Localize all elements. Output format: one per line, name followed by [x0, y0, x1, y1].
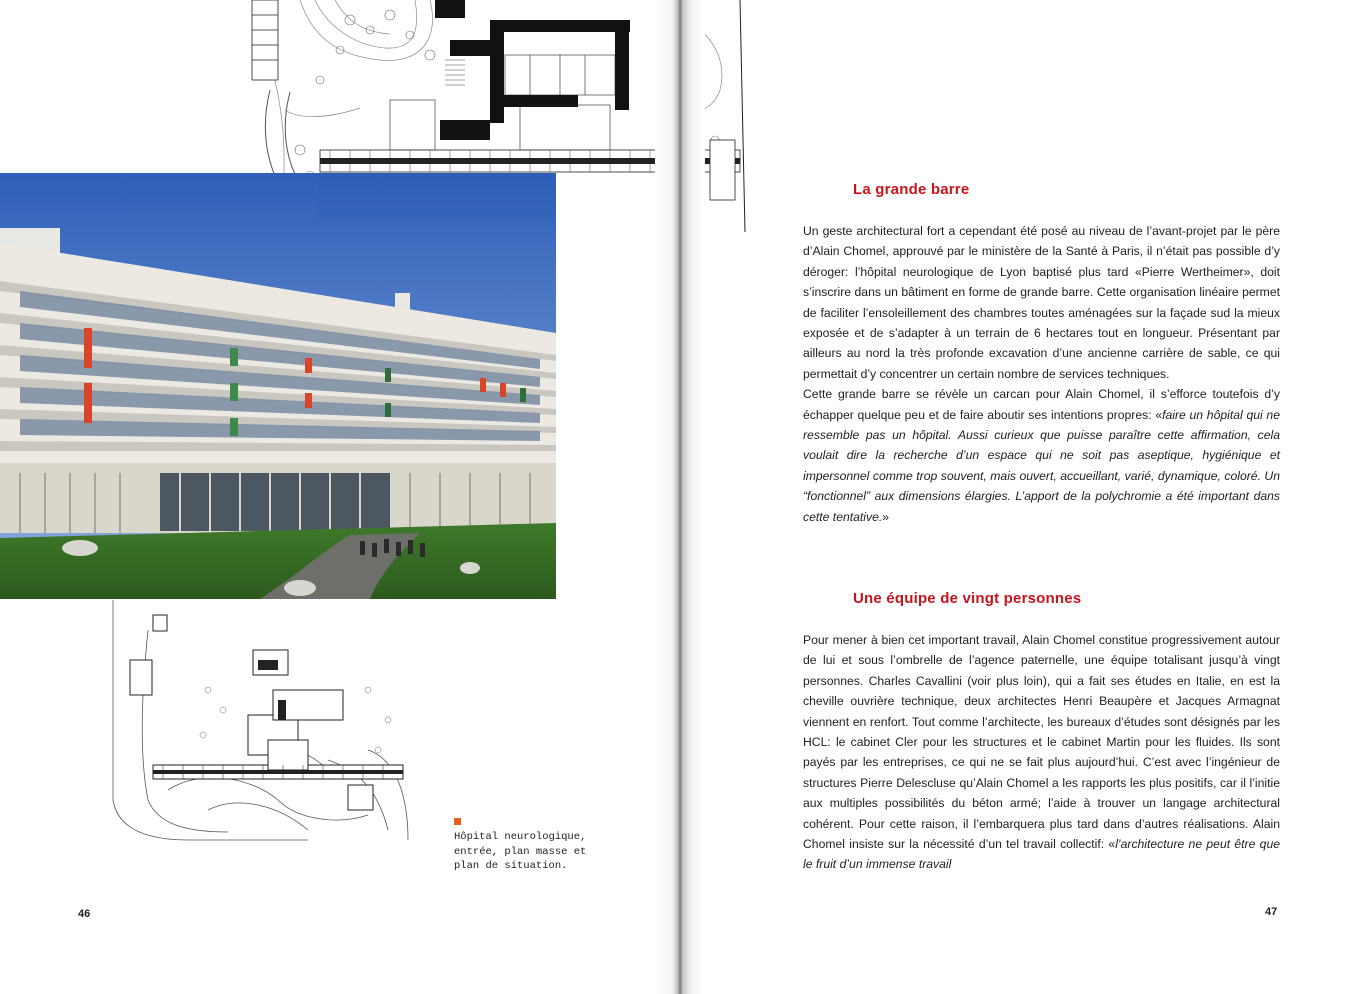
quote-text: l’architecture ne peut être que le fruit d’un immense travail [803, 837, 1281, 872]
book-gutter [655, 0, 705, 994]
paragraph-with-quote [803, 384, 1280, 527]
hospital-photo [0, 173, 556, 599]
paragraph-with-quote [803, 630, 1280, 875]
page-number-left: 46 [78, 908, 91, 920]
section-heading-equipe: Une équipe de vingt personnes [853, 590, 1082, 607]
paragraph-text: Cette grande barre se révèle un carcan pour Alain Chomel, il s’efforce toutefois d’y échapper quelque peu et de faire aboutir ses intentions propres: « [803, 387, 1280, 422]
section-heading-grande-barre: La grande barre [853, 181, 970, 198]
page-number-right: 47 [1265, 906, 1278, 918]
section-body-grande-barre [803, 221, 1280, 527]
quote-close: » [882, 509, 890, 524]
quote-text: faire un hôpital qui ne ressemble pas un hôpital. Aussi curieux que puisse paraître cette affirmation, cela voulait dire la recherche d’un espace qui ne soit pas aseptique, hygiénique et impersonnel comme trop souvent, mais ouvert, accueillant, varié, dynamique, coloré. Un “fonctionnel” aux dimensions élargies. L’apport de la polychromie a été important dans cette tentative. [803, 407, 1280, 524]
caption-marker-square [454, 818, 461, 825]
section-body-equipe [803, 630, 1280, 875]
caption-line-1: Hôpital neurologique, [454, 831, 587, 843]
paragraph-text: Pour mener à bien cet important travail, Alain Chomel constitue progressivement autour de lui et sous l’ombrelle de l’agence paternelle, une équipe totalisant jusqu’à vingt personnes. Charles Cavallini (voir plus loin), qui a fait ses études en Italie, en est la cheville ouvrière technique, deux architectes Henri Beaupère et Jacques Armagnat viennent en renfort. Tout comme l’architecte, les bureaux d’études sont désignés par les HCL: le cabinet Cler pour les structures et le cabinet Martin pour les fluides. Ils sont payés par les entreprises, ce qui ne se fait plus aujourd’hui. C’est avec l’ingénieur de structures Pierre Delescluse qu’Alain Chomel a les rapports les plus positifs, car il l’initie aux multiples possibilités du béton armé; l’aide à trouver un langage architectural cohérent. Pour cette raison, il l’embarquera plus tard dans d’autres réalisations. Alain Chomel insiste sur la nécessité d’un tel travail collectif: « [803, 633, 1280, 852]
bottom-situation-plan-drawing [108, 600, 428, 860]
blue-tint-overlay [318, 173, 556, 221]
caption-line-2: entrée, plan masse et [454, 845, 587, 858]
paragraph: Un geste architectural fort a cependant été posé au niveau de l’avant-projet par le père d’Alain Chomel, approuvé par le ministère de la Santé à Paris, il n’était pas possible d’y déroger: l’hôpital neurologique de Lyon baptisé plus tard «Pierre Wertheimer», doit s’inscrire dans un bâtiment en forme de grande barre. Cette organisation linéaire permet de faciliter l’ensoleillement des chambres toutes aménagées sur la façade sud la mieux exposée et de s’adapter à un terrain de 6 hectares tout en longueur. Présentant par ailleurs au nord la très profonde excavation d’une ancienne carrière de sable, ce qui permettait d’y concentrer un certain nombre de services techniques. [803, 224, 1280, 381]
caption-line-3: plan de situation. [454, 860, 568, 872]
figure-caption [454, 818, 604, 874]
